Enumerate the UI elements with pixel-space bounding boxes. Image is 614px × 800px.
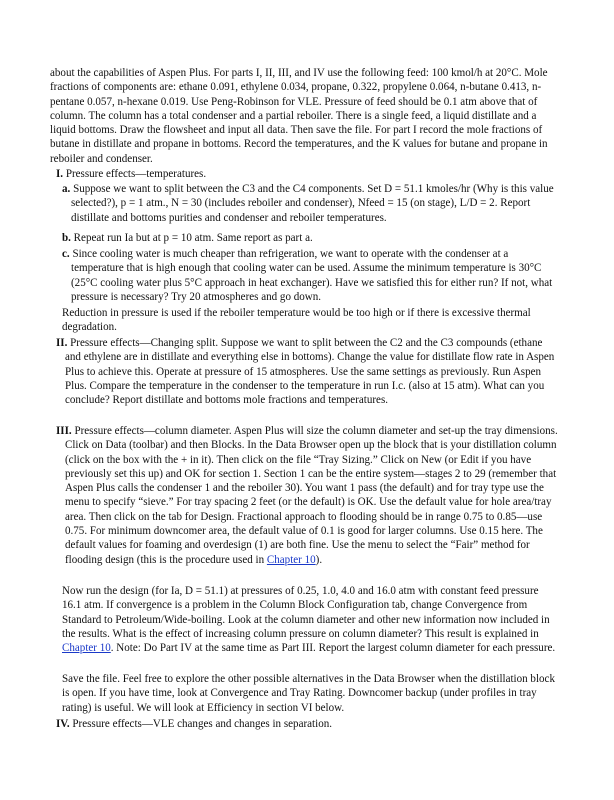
section-ii-text: Pressure effects—Changing split. Suppose we want to split between the C2 and the C3 compounds (ethane and ethylene are in distillate and everything else in bottoms). Change the value for distillate flow rate in Aspen Plus to achieve this. Operate at pressure of 15 atmospheres. Use the same settings as previously. Run Aspen Plus. Compare the temperature in the condenser to the temperature in run I.c. (also at 15 atm). What can you conclude? Report distillate and bottoms mole fractions and temperatures.: [65, 337, 555, 407]
section-iii-text: Pressure effects—column diameter. Aspen Plus will size the column diameter and set-up the tray dimensions. Click on Data (toolbar) and then Blocks. In the Data Browser open up the block that is your distillation column (click on the box with the + in it). Then click on the file “Tray Sizing.” Click on New (or Edit if you have previously set this up) and OK for section 1. Section 1 can be the entire system—stages 2 to 29 (remember that Aspen Plus calls the condenser 1 and the reboiler 30). You want 1 pass (the default) and for tray type use the menu to specify “sieve.” For tray spacing 2 feet (or the default) is OK. Use the default value for hole area/tray area. Then click on the tab for Design. Fractional approach to flooding should be in range 0.75 to 0.85—use 0.75. For minimum downcomer area, the default value of 0.1 is good for larger columns. Use 0.15 here. The default values for foaming and overdesign (1) are both fine. Use the menu to select the “Fair” method for flooding design (this is the procedure used in: [65, 425, 558, 566]
section-i-label: I.: [56, 168, 64, 180]
section-i-item-a: [62, 182, 561, 225]
chapter-10-link-2[interactable]: Chapter 10: [62, 642, 111, 655]
section-i-heading: [56, 167, 556, 181]
item-a-text: Suppose we want to split between the C3 and the C4 components. Set D = 51.1 kmoles/hr (Why is this value selected?), p = 1 atm., N = 30 (includes reboiler and condenser), Nfeed = 15 (on stage), L/D = 2. Report distillate and bottoms purities and condenser and reboiler temperatures.: [71, 183, 554, 224]
section-i-item-c: [62, 247, 561, 304]
section-iii-paragraph-3: Save the file. Feel free to explore the other possible alternatives in the Data Browser when the distillation block is open. If you have time, look at Convergence and Tray Rating. Downcomer backup (under profiles in tray rating) is useful. We will look at Efficiency in section VI below.: [62, 673, 555, 714]
para2-text-b: . Note: Do Part IV at the same time as Part III. Report the largest column diameter for each pressure.: [110, 642, 556, 655]
item-a-label: a.: [62, 183, 71, 195]
intro-paragraph: about the capabilities of Aspen Plus. For parts I, II, III, and IV use the following feed: 100 kmol/h at 20°C. Mole fractions of components are: ethane 0.091, ethylene 0.034, propane, 0.322, propylene 0.064, n-butane 0.413, n-pentane 0.057, n-hexane 0.019. Use Peng-Robinson for VLE. Pressure of feed should be 0.1 atm above that of column. The column has a total condenser and a partial reboiler. There is a single feed, a liquid distillate and a liquid bottoms. Draw the flowsheet and input all data. Then save the file. For part I record the mole fractions of butane in distillate and propane in bottoms. Record the temperatures, and the K values for butane and propane in reboiler and condenser.: [50, 67, 548, 165]
section-i-title: Pressure effects—temperatures.: [65, 168, 207, 180]
section-ii-label: II.: [56, 337, 68, 349]
section-iv-title: Pressure effects—VLE changes and changes in separation.: [72, 718, 333, 730]
section-iv-label: IV.: [56, 718, 70, 730]
para2-text-a: Now run the design (for Ia, D = 51.1) at pressures of 0.25, 1.0, 4.0 and 16.0 atm with constant feed pressure 16.1 atm. If convergence is a problem in the Column Block Configuration tab, change Convergence from Standard to Petroleum/Wide-boiling. Look at the column diameter and other new information now included in the results. What is the effect of increasing column pressure on column diameter? This result is explained in: [62, 585, 550, 640]
section-iii-text-end: ).: [315, 553, 323, 566]
item-c-text: Since cooling water is much cheaper than refrigeration, we want to operate with the condenser at a temperature that is high enough that cooling water can be used. Assume the minimum temperature is 30°C (25°C cooling water plus 5°C approach in heat exchanger). Have we satisfied this for either run? If not, what pressure is necessary? Try 20 atmospheres and go down.: [71, 248, 553, 303]
section-i-item-b: [62, 231, 561, 245]
section-iv-heading: [56, 717, 556, 731]
item-b-text: Repeat run Ia but at p = 10 atm. Same report as part a.: [73, 232, 313, 244]
item-c-label: c.: [62, 248, 70, 260]
chapter-10-link[interactable]: Chapter 10: [266, 553, 316, 566]
section-ii: [56, 336, 557, 407]
section-iii: [56, 424, 560, 567]
section-i-note: Reduction in pressure is used if the reboiler temperature would be too high or if there is excessive thermal degradation.: [62, 307, 531, 334]
section-iii-label: III.: [56, 425, 72, 437]
item-b-label: b.: [62, 232, 71, 244]
section-iii-paragraph-2: [62, 584, 559, 655]
